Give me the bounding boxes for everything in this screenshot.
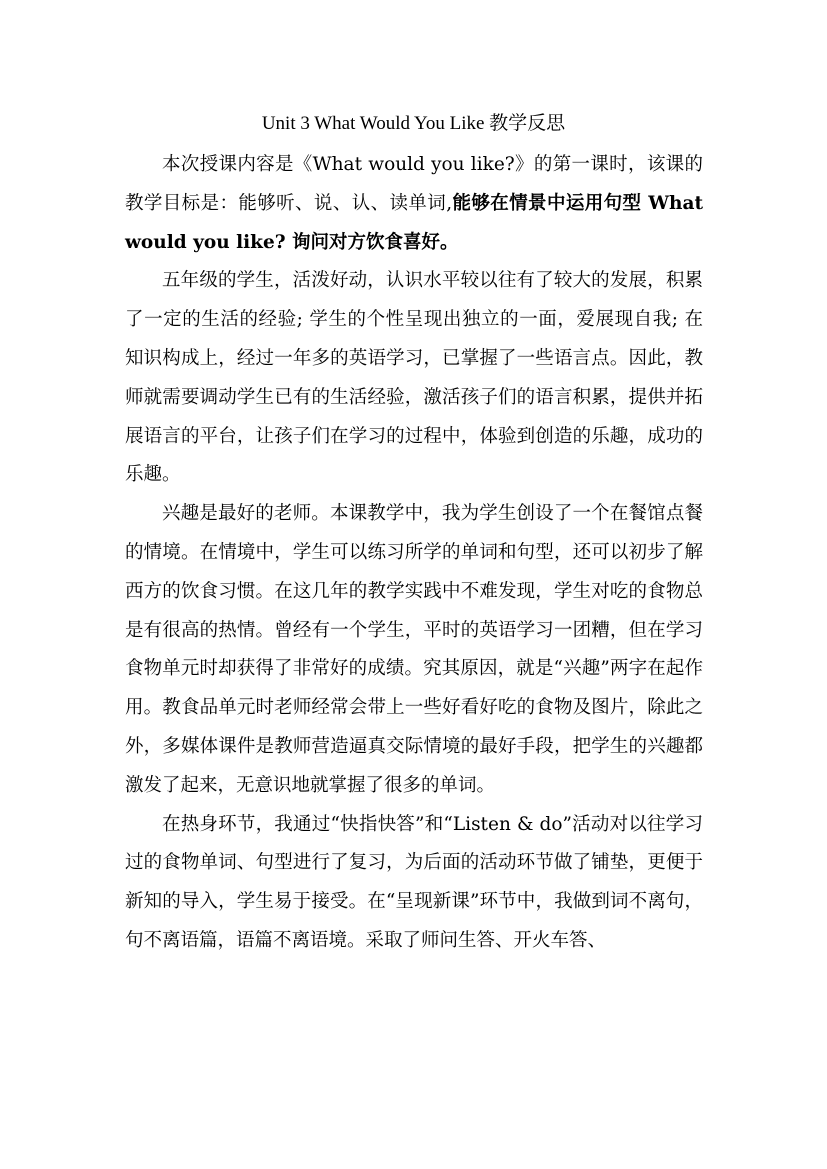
paragraph-text: 五年级的学生，活泼好动，认识水平较以往有了较大的发展，积累了一定的生活的经验; 学生的个性呈现出独立的一面，爱展现自我; 在知识构成上，经过一年多的英语学习，已掌握了一些语言点。因此，教师就需要调动学生已有的生活经验，激活孩子们的语言积累，提供并拓展语言的平台，让孩子们在学习的过程中，体验到创造的乐趣，成功的乐趣。 <box>125 270 703 486</box>
document-body <box>125 146 703 961</box>
paragraph-bold-text: 能够在情景中运用句型 What would you like? 询问对方饮食喜好。 <box>125 192 703 253</box>
paragraph-student-analysis <box>125 262 703 495</box>
paragraph-text: 兴趣是最好的老师。本课教学中，我为学生创设了一个在餐馆点餐的情境。在情境中，学生可以练习所学的单词和句型，还可以初步了解西方的饮食习惯。在这几年的教学实践中不难发现，学生对吃的食物总是有很高的热情。曾经有一个学生，平时的英语学习一团糟，但在学习食物单元时却获得了非常好的成绩。究其原因，就是“兴趣”两字在起作用。教食品单元时老师经常会带上一些好看好吃的食物及图片，除此之外，多媒体课件是教师营造逼真交际情境的最好手段，把学生的兴趣都激发了起来，无意识地就掌握了很多的单词。 <box>125 503 703 796</box>
paragraph-interest <box>125 495 703 805</box>
paragraph-text: 本次授课内容是《What would you like?》的第一课时，该课的教学目标是：能够听、说、认、读单词, <box>125 154 703 214</box>
paragraph-warm-up <box>125 806 703 961</box>
paragraph-teaching-goal <box>125 146 703 262</box>
paragraph-text: 在热身环节，我通过“快指快答”和“Listen & do”活动对以往学习过的食物单词、句型进行了复习，为后面的活动环节做了铺垫，更便于新知的导入，学生易于接受。在“呈现新课”环节中，我做到词不离句，句不离语篇，语篇不离语境。采取了师问生答、开火车答、 <box>125 813 703 951</box>
document-title: Unit 3 What Would You Like 教学反思 <box>261 113 566 134</box>
